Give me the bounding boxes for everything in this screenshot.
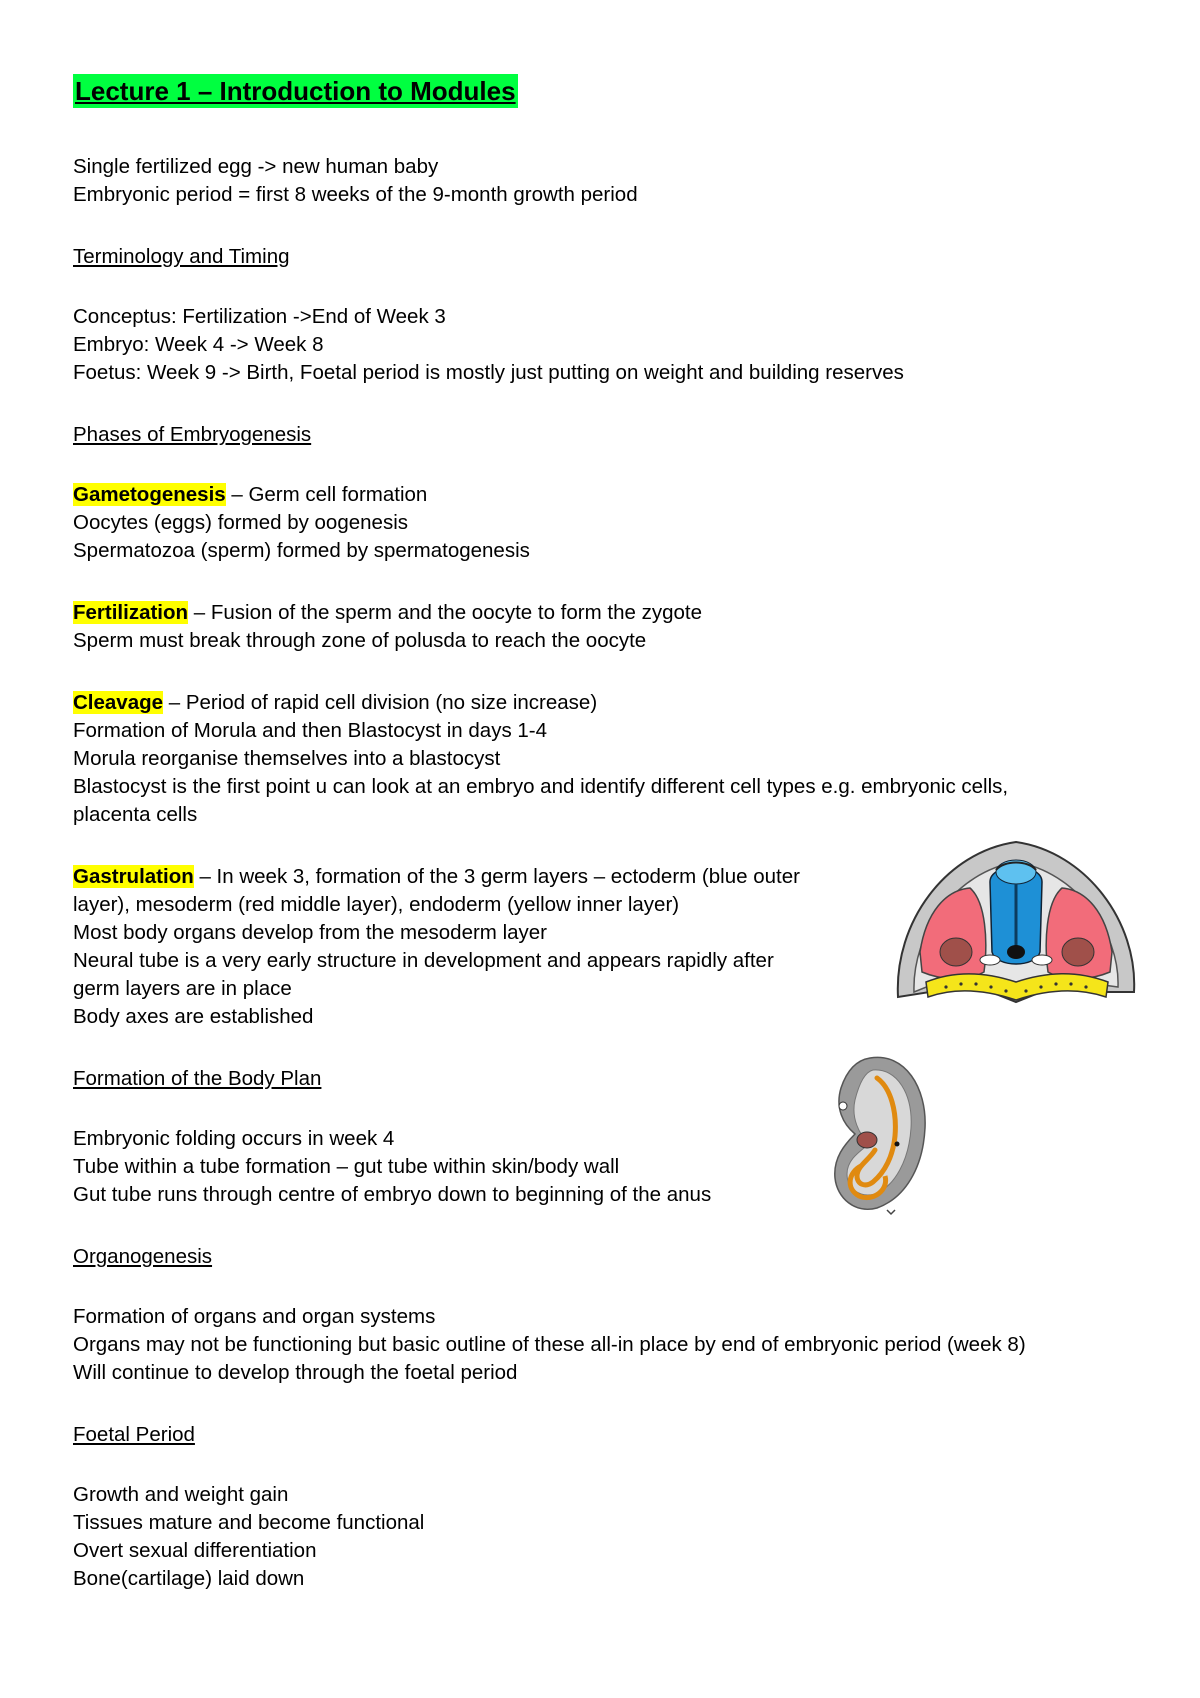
bodyplan-line: Embryonic folding occurs in week 4 [73,1127,395,1150]
section-heading-foetal: Foetal Period [73,1423,195,1446]
term-definition: – In week 3, formation of the 3 germ layers – ectoderm (blue outer [193,865,800,888]
phase-line: Blastocyst is the first point u can look at an embryo and identify different cell types e.g. embryonic cells, [73,775,1009,798]
phase-line: Formation of Morula and then Blastocyst in days 1-4 [73,719,548,742]
phase-line: Morula reorganise themselves into a blastocyst [73,747,501,770]
term-definition: – Period of rapid cell division (no size increase) [163,691,598,714]
term-definition: – Germ cell formation [225,483,428,506]
phase-fertilization [73,599,702,627]
intro-line: Single fertilized egg -> new human baby [73,155,439,178]
section-heading-bodyplan: Formation of the Body Plan [73,1067,322,1090]
phase-cleavage [73,689,597,717]
bodyplan-line: Gut tube runs through centre of embryo down to beginning of the anus [73,1183,712,1206]
terminology-line: Conceptus: Fertilization ->End of Week 3 [73,305,446,328]
section-heading-organogenesis: Organogenesis [73,1245,213,1268]
phase-line: layer), mesoderm (red middle layer), endoderm (yellow inner layer) [73,893,680,916]
phase-gametogenesis [73,481,427,509]
phase-line: Spermatozoa (sperm) formed by spermatogenesis [73,539,530,562]
organogenesis-line: Organs may not be functioning but basic outline of these all-in place by end of embryonic period (week 8) [73,1333,1026,1356]
phase-line: Most body organs develop from the mesoderm layer [73,921,548,944]
bodyplan-line: Tube within a tube formation – gut tube within skin/body wall [73,1155,620,1178]
foetal-line: Bone(cartilage) laid down [73,1567,305,1590]
phase-line: Oocytes (eggs) formed by oogenesis [73,511,408,534]
section-heading-terminology: Terminology and Timing [73,245,290,268]
phase-line: Neural tube is a very early structure in development and appears rapidly after [73,949,774,972]
foetal-line: Overt sexual differentiation [73,1539,317,1562]
phase-line: placenta cells [73,803,198,826]
term-highlight: Cleavage [73,691,164,714]
foetal-line: Growth and weight gain [73,1483,289,1506]
foetal-line: Tissues mature and become functional [73,1511,425,1534]
terminology-line: Embryo: Week 4 -> Week 8 [73,333,324,356]
phase-gastrulation [73,863,800,891]
phase-line: germ layers are in place [73,977,292,1000]
term-definition: – Fusion of the sperm and the oocyte to form the zygote [188,601,702,624]
phase-line: Body axes are established [73,1005,314,1028]
section-heading-phases: Phases of Embryogenesis [73,423,312,446]
term-highlight: Gastrulation [73,865,194,888]
term-highlight: Gametogenesis [73,483,226,506]
term-highlight: Fertilization [73,601,189,624]
terminology-line: Foetus: Week 9 -> Birth, Foetal period is mostly just putting on weight and building reserves [73,361,904,384]
organogenesis-line: Formation of organs and organ systems [73,1305,436,1328]
page-title: Lecture 1 – Introduction to Modules [75,76,516,106]
phase-line: Sperm must break through zone of polusda to reach the oocyte [73,629,647,652]
organogenesis-line: Will continue to develop through the foetal period [73,1361,518,1384]
embryo-cross-section-illustration [886,832,1148,1007]
intro-line: Embryonic period = first 8 weeks of the 9-month growth period [73,183,638,206]
folded-embryo-illustration [815,1048,935,1216]
